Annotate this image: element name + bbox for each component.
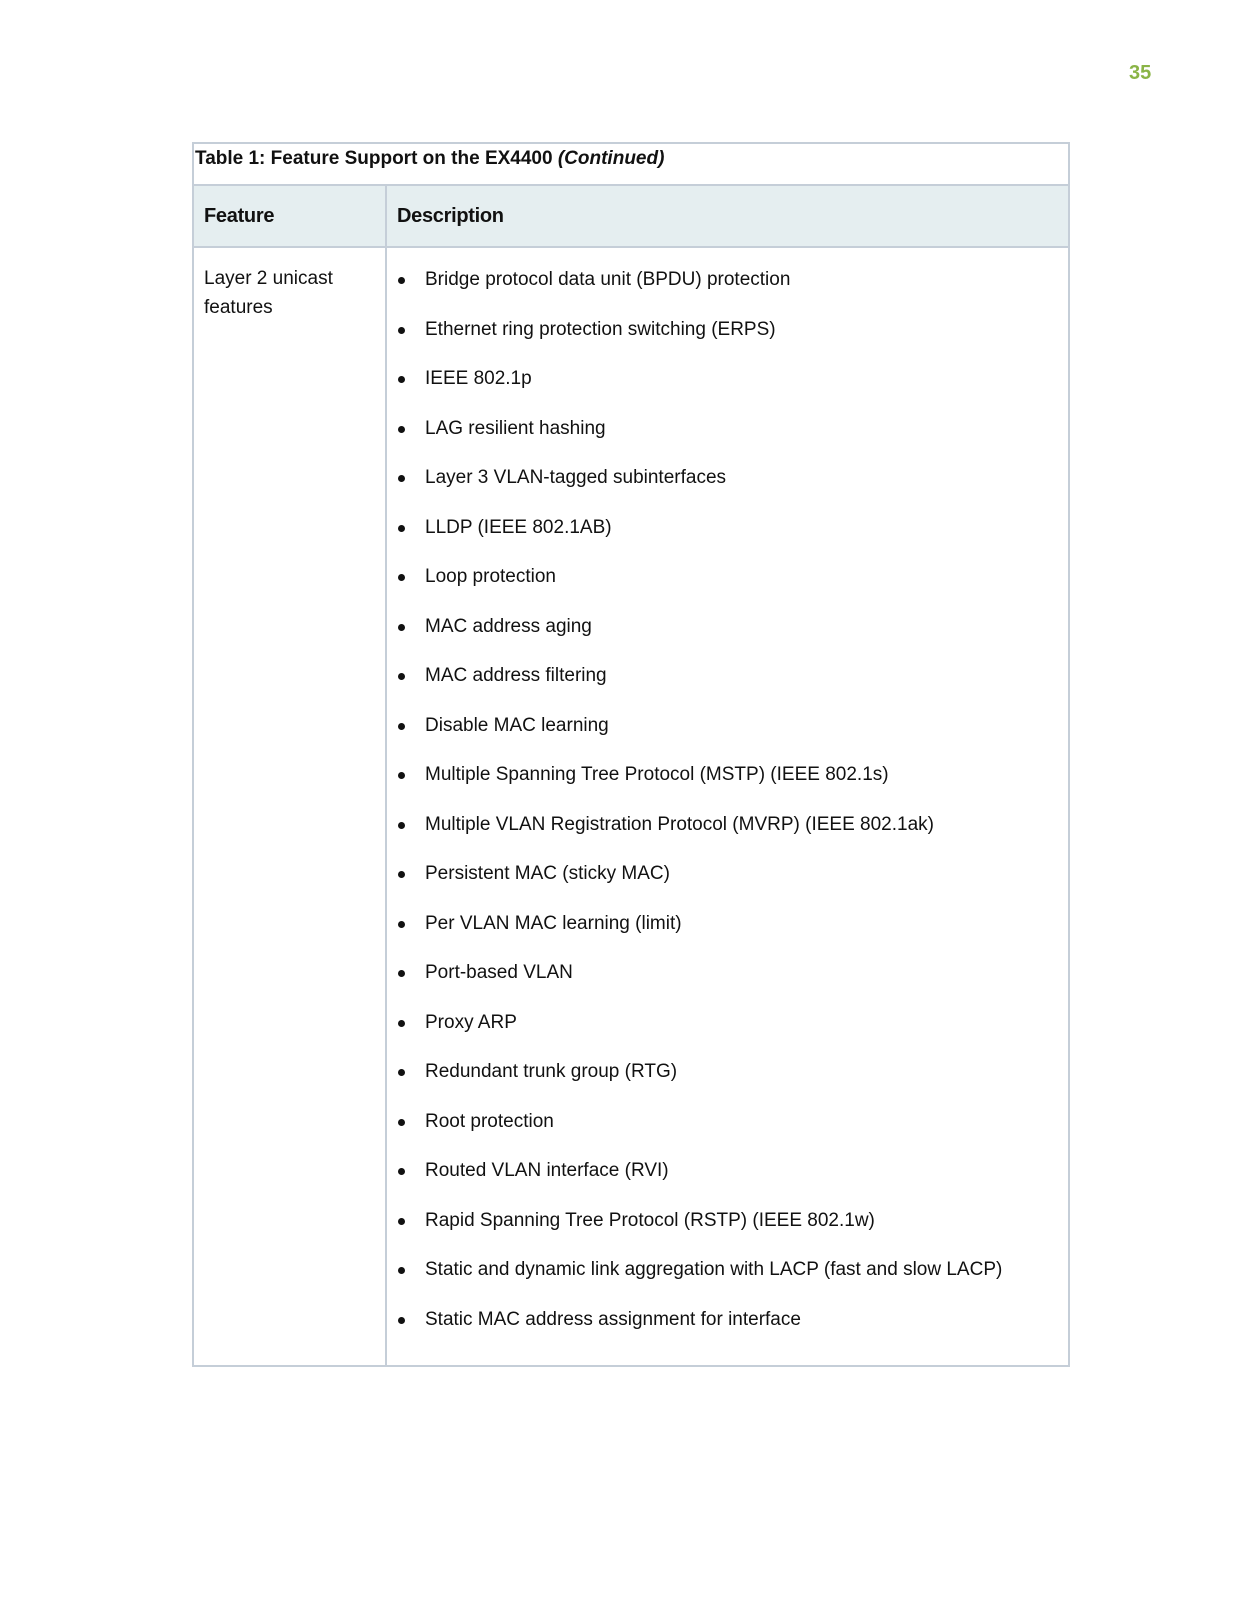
list-item-text: Static and dynamic link aggregation with LACP (fast and slow LACP): [425, 1259, 1003, 1280]
list-item-text: Static MAC address assignment for interface: [425, 1308, 801, 1330]
list-item: [397, 910, 1058, 960]
list-item-text: Proxy ARP: [425, 1011, 517, 1033]
list-item-text: Disable MAC learning: [425, 714, 609, 736]
bullet-icon: [398, 921, 405, 928]
list-item-text: MAC address aging: [425, 615, 592, 637]
list-item-text: Port-based VLAN: [425, 962, 573, 983]
list-item-text: Bridge protocol data unit (BPDU) protection: [425, 269, 791, 290]
bullet-icon: [398, 970, 405, 977]
list-item: [397, 761, 1058, 811]
bullet-icon: [398, 1069, 405, 1076]
bullet-icon: [398, 1119, 405, 1126]
list-item-text: Multiple VLAN Registration Protocol (MVRP) (IEEE 802.1ak): [425, 813, 934, 835]
list-item: [397, 811, 1058, 861]
bullet-icon: [398, 1317, 405, 1324]
bullet-icon: [398, 624, 405, 631]
list-item-text: Per VLAN MAC learning (limit): [425, 912, 682, 934]
list-item-text: Redundant trunk group (RTG): [425, 1061, 678, 1082]
list-item: [397, 514, 1058, 564]
list-item: [397, 563, 1058, 613]
bullet-icon: [398, 525, 405, 532]
list-item: [397, 959, 1058, 1009]
feature-cell: Layer 2 unicast features: [193, 247, 386, 1366]
bullet-icon: [398, 1020, 405, 1027]
bullet-icon: [398, 1168, 405, 1175]
list-item: [397, 415, 1058, 465]
page-number: 35: [1129, 62, 1152, 84]
list-item: [397, 1058, 1058, 1108]
bullet-icon: [398, 822, 405, 829]
list-item-text: Root protection: [425, 1110, 554, 1132]
bullet-icon: [398, 574, 405, 581]
list-item: [397, 1207, 1058, 1257]
list-item: [397, 365, 1058, 415]
list-item: [397, 1256, 1058, 1306]
list-item-text: Loop protection: [425, 566, 556, 587]
list-item-text: Persistent MAC (sticky MAC): [425, 863, 670, 884]
bullet-icon: [398, 327, 405, 334]
list-item: [397, 1157, 1058, 1207]
list-item: [397, 316, 1058, 366]
bullet-icon: [398, 673, 405, 680]
bullet-icon: [398, 475, 405, 482]
list-item-text: Multiple Spanning Tree Protocol (MSTP) (IEEE 802.1s): [425, 764, 889, 785]
bullet-icon: [398, 1267, 405, 1274]
list-item: [397, 266, 1058, 316]
list-item: [397, 1009, 1058, 1059]
list-item: [397, 1306, 1058, 1356]
list-item: [397, 613, 1058, 663]
list-item: [397, 662, 1058, 712]
list-item-text: Routed VLAN interface (RVI): [425, 1160, 669, 1181]
bullet-icon: [398, 723, 405, 730]
list-item: [397, 464, 1058, 514]
list-item: [397, 712, 1058, 762]
bullet-icon: [398, 871, 405, 878]
table-header-row: [193, 185, 1069, 247]
table-caption: [193, 143, 1069, 185]
table-caption-suffix: (Continued): [557, 148, 665, 169]
column-header-description: Description: [386, 185, 1069, 247]
table-caption-row: [193, 143, 1069, 185]
list-item-text: Ethernet ring protection switching (ERPS): [425, 318, 776, 340]
list-item-text: LLDP (IEEE 802.1AB): [425, 516, 612, 538]
list-item-text: MAC address filtering: [425, 665, 607, 686]
description-cell: [386, 247, 1069, 1366]
bullet-icon: [398, 376, 405, 383]
table-caption-title: Table 1: Feature Support on the EX4400: [195, 148, 553, 169]
list-item-text: IEEE 802.1p: [425, 368, 532, 389]
list-item: [397, 860, 1058, 910]
feature-support-table: [192, 142, 1070, 1367]
bullet-icon: [398, 1218, 405, 1225]
list-item: [397, 1108, 1058, 1158]
list-item-text: Rapid Spanning Tree Protocol (RSTP) (IEEE 802.1w): [425, 1209, 875, 1231]
list-item-text: Layer 3 VLAN-tagged subinterfaces: [425, 467, 727, 488]
bullet-icon: [398, 426, 405, 433]
list-item-text: LAG resilient hashing: [425, 417, 606, 439]
bullet-icon: [398, 277, 405, 284]
description-bullet-list: [397, 266, 1058, 1355]
bullet-icon: [398, 772, 405, 779]
column-header-feature: Feature: [193, 185, 386, 247]
table-row: [193, 247, 1069, 1366]
